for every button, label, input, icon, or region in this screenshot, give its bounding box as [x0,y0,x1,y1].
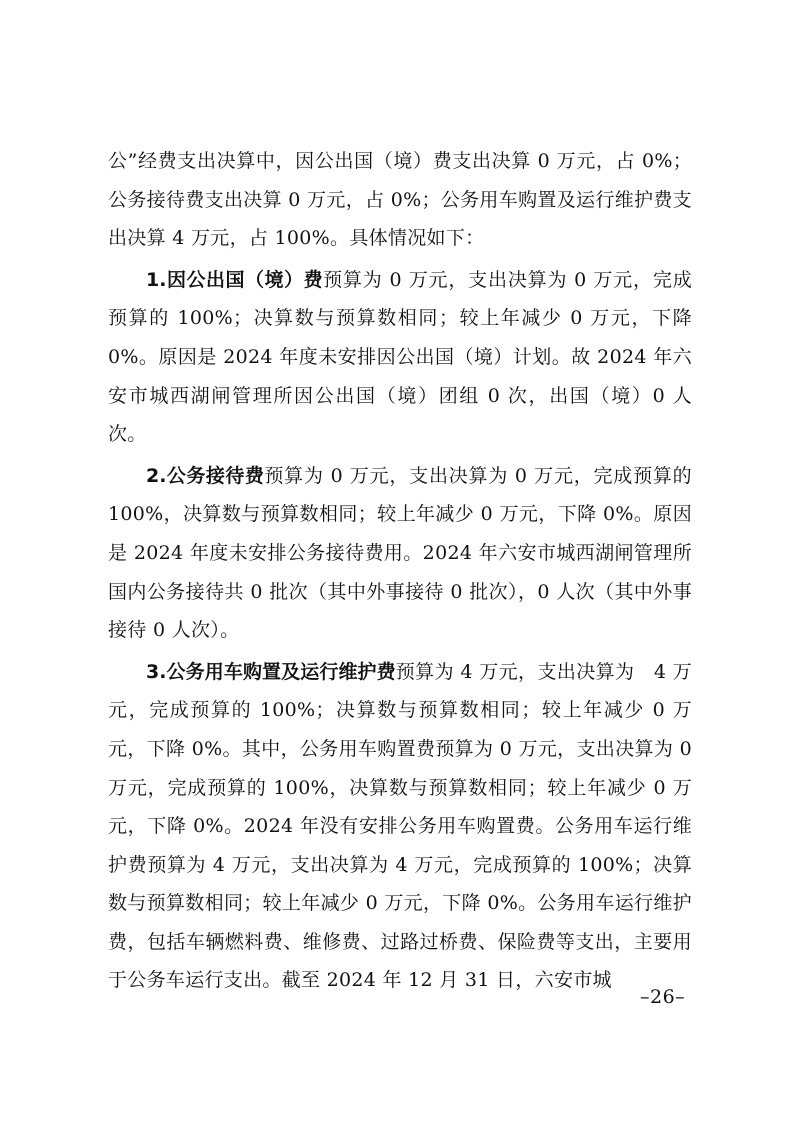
page-number: –26– [640,986,686,1008]
intro-paragraph: 公”经费支出决算中，因公出国（境）费支出决算 0 万元，占 0%；公务接待费支出决算 0 万元，占 0%；公务用车购置及运行维护费支出决算 4 万元，占 100%。具体情况如下： [108,150,692,250]
section-1-text: 预算为 0 万元，支出决算为 0 万元，完成预算的 100%；决算数与预算数相同；较上年减少 0 万元，下降 0%。原因是 2024 年度未安排因公出国（境）计划。故 2024 年六安市城西湖闸管理所因公出国（境）团组 0 次，出国（境）0 人次。 [108,268,692,446]
section-1-heading: 1.因公出国（境）费 [146,268,324,291]
section-2-text: 预算为 0 万元，支出决算为 0 万元，完成预算的 100%，决算数与预算数相同；较上年减少 0 万元，下降 0%。原因是 2024 年度未安排公务接待费用。2024 年六安市城西湖闸管理所国内公务接待共 0 批次（其中外事接待 0 批次），0 人次（其中外事接待 0 人次）。 [108,464,692,642]
section-2-heading: 2.公务接待费 [146,464,265,487]
body-text [108,142,692,1000]
section-2-paragraph [108,457,692,650]
section-3-heading: 3.公务用车购置及运行维护费 [146,660,396,683]
section-1-paragraph [108,261,692,454]
section-3-text: 预算为 4 万元，支出决算为 4 万元，完成预算的 100%；决算数与预算数相同；较上年减少 0 万元，下降 0%。其中，公务用车购置费预算为 0 万元，支出决算为 0 万元，完成预算的 100%，决算数与预算数相同；较上年减少 0 万元，下降 0%。2024 年没有安排公务用车购置费。公务用车运行维护费预算为 4 万元，支出决算为 4 万元，完成预算的 100%；决算数与预算数相同；较上年减少 0 万元，下降 0%。公务用车运行维护费，包括车辆燃料费、维修费、过路过桥费、保险费等支出，主要用于公务车运行支出。截至 2024 年 12 月 31 日，六安市城 [108,660,692,992]
section-3-paragraph [108,653,692,1000]
